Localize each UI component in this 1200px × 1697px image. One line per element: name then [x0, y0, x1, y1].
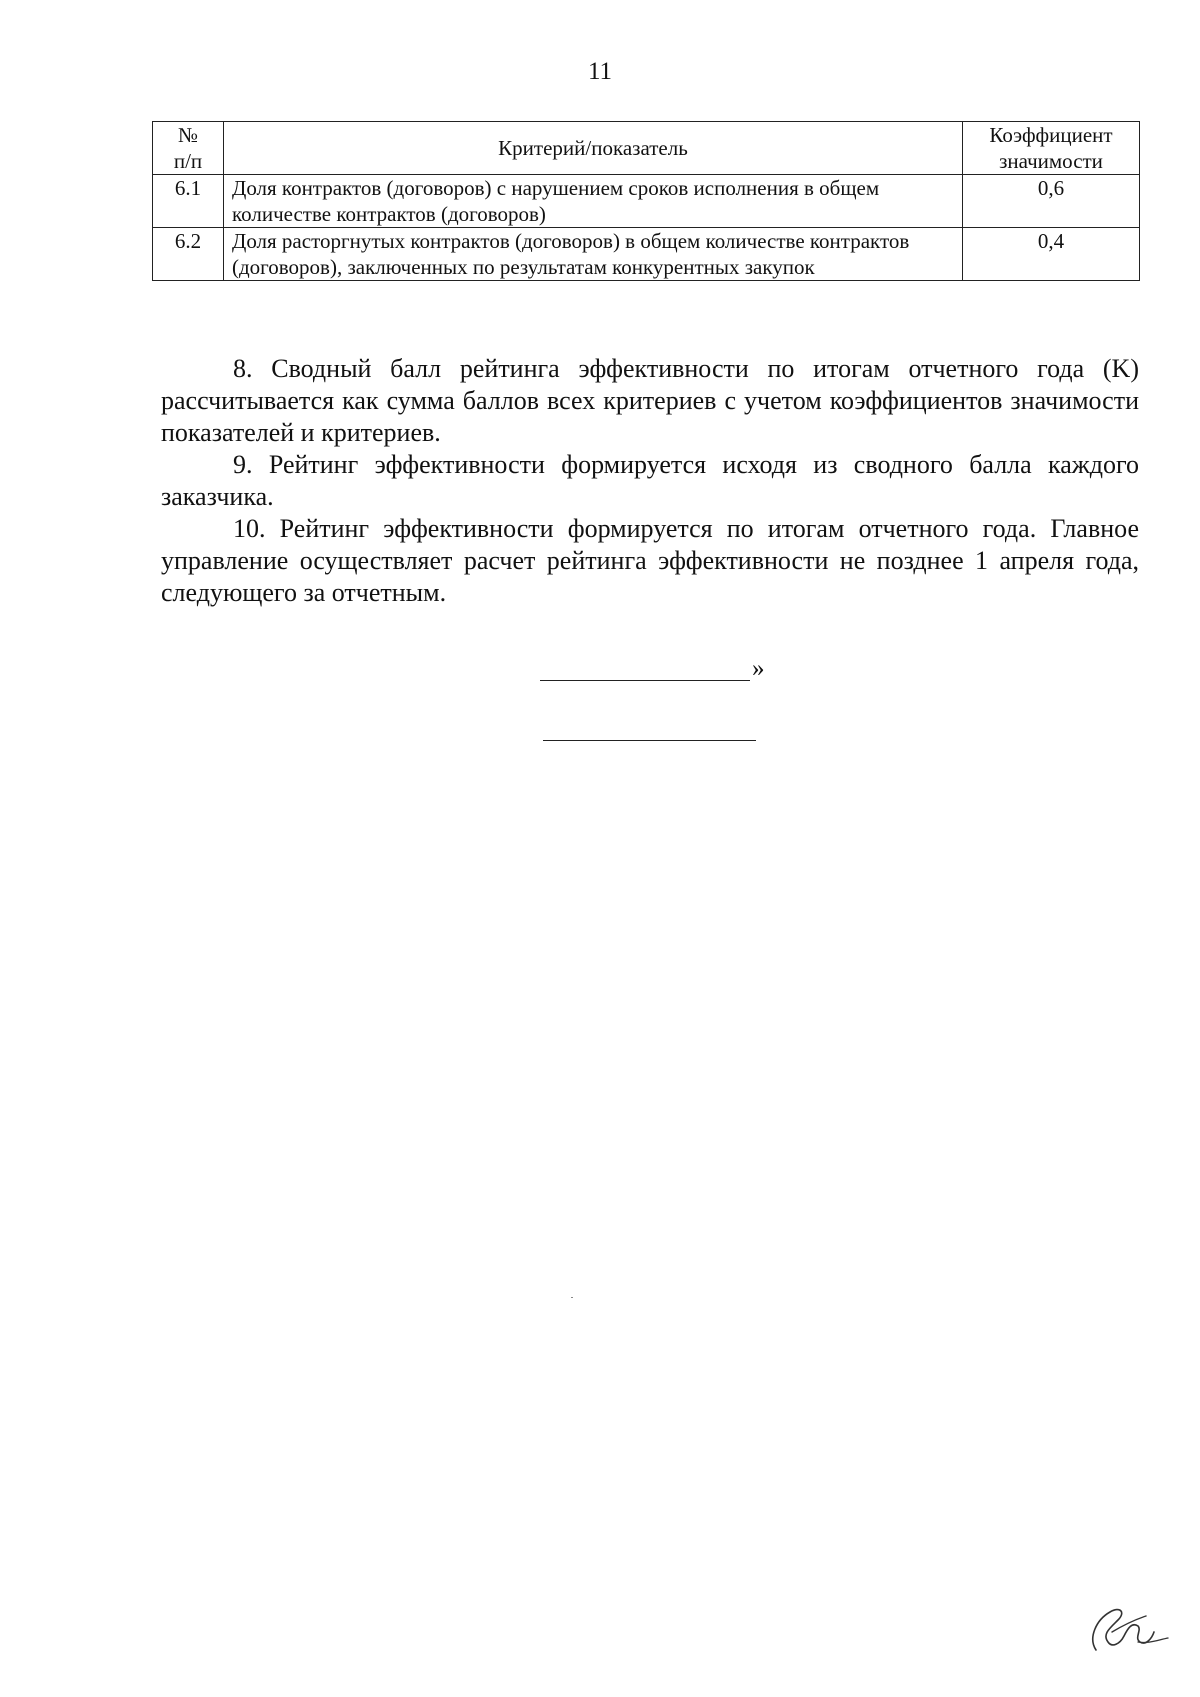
header-num [153, 122, 224, 175]
criteria-table [152, 121, 1140, 281]
header-num-line1: № [177, 123, 199, 147]
page-number: 11 [587, 58, 613, 85]
closing-line [540, 656, 765, 681]
table-row [153, 228, 1140, 281]
closing-quote: » [752, 655, 765, 682]
row-coefficient: 0,4 [963, 228, 1140, 281]
paragraph-9: 9. Рейтинг эффективности формируется исходя из сводного балла каждого заказчика. [161, 450, 1139, 511]
header-num-line2: п/п [173, 149, 203, 173]
table-row [153, 175, 1140, 228]
row-criterion: Доля контрактов (договоров) с нарушением сроков исполнения в общем количестве контрактов (договоров) [224, 175, 963, 228]
signature-initials [1082, 1598, 1172, 1658]
end-rule [543, 740, 756, 741]
scan-speck [571, 1297, 573, 1298]
row-criterion: Доля расторгнутых контрактов (договоров) в общем количестве контрактов (договоров), заключенных по результатам конкурентных закупок [224, 228, 963, 281]
paragraph-8: 8. Сводный балл рейтинга эффективности по итогам отчетного года (K) рассчитывается как сумма баллов всех критериев с учетом коэффициентов значимости показателей и критериев. [161, 354, 1139, 447]
closing-rule [540, 656, 750, 681]
table-header-row [153, 122, 1140, 175]
header-coef-line2: значимости [999, 149, 1103, 173]
paragraph-10: 10. Рейтинг эффективности формируется по итогам отчетного года. Главное управление осуществляет расчет рейтинга эффективности не позднее 1 апреля года, следующего за отчетным. [161, 514, 1139, 607]
header-criterion: Критерий/показатель [224, 122, 963, 175]
header-coefficient [963, 122, 1140, 175]
row-num: 6.1 [153, 175, 224, 228]
row-coefficient: 0,6 [963, 175, 1140, 228]
row-num: 6.2 [153, 228, 224, 281]
header-coef-line1: Коэффициент [989, 123, 1113, 147]
body-text [161, 353, 1139, 609]
